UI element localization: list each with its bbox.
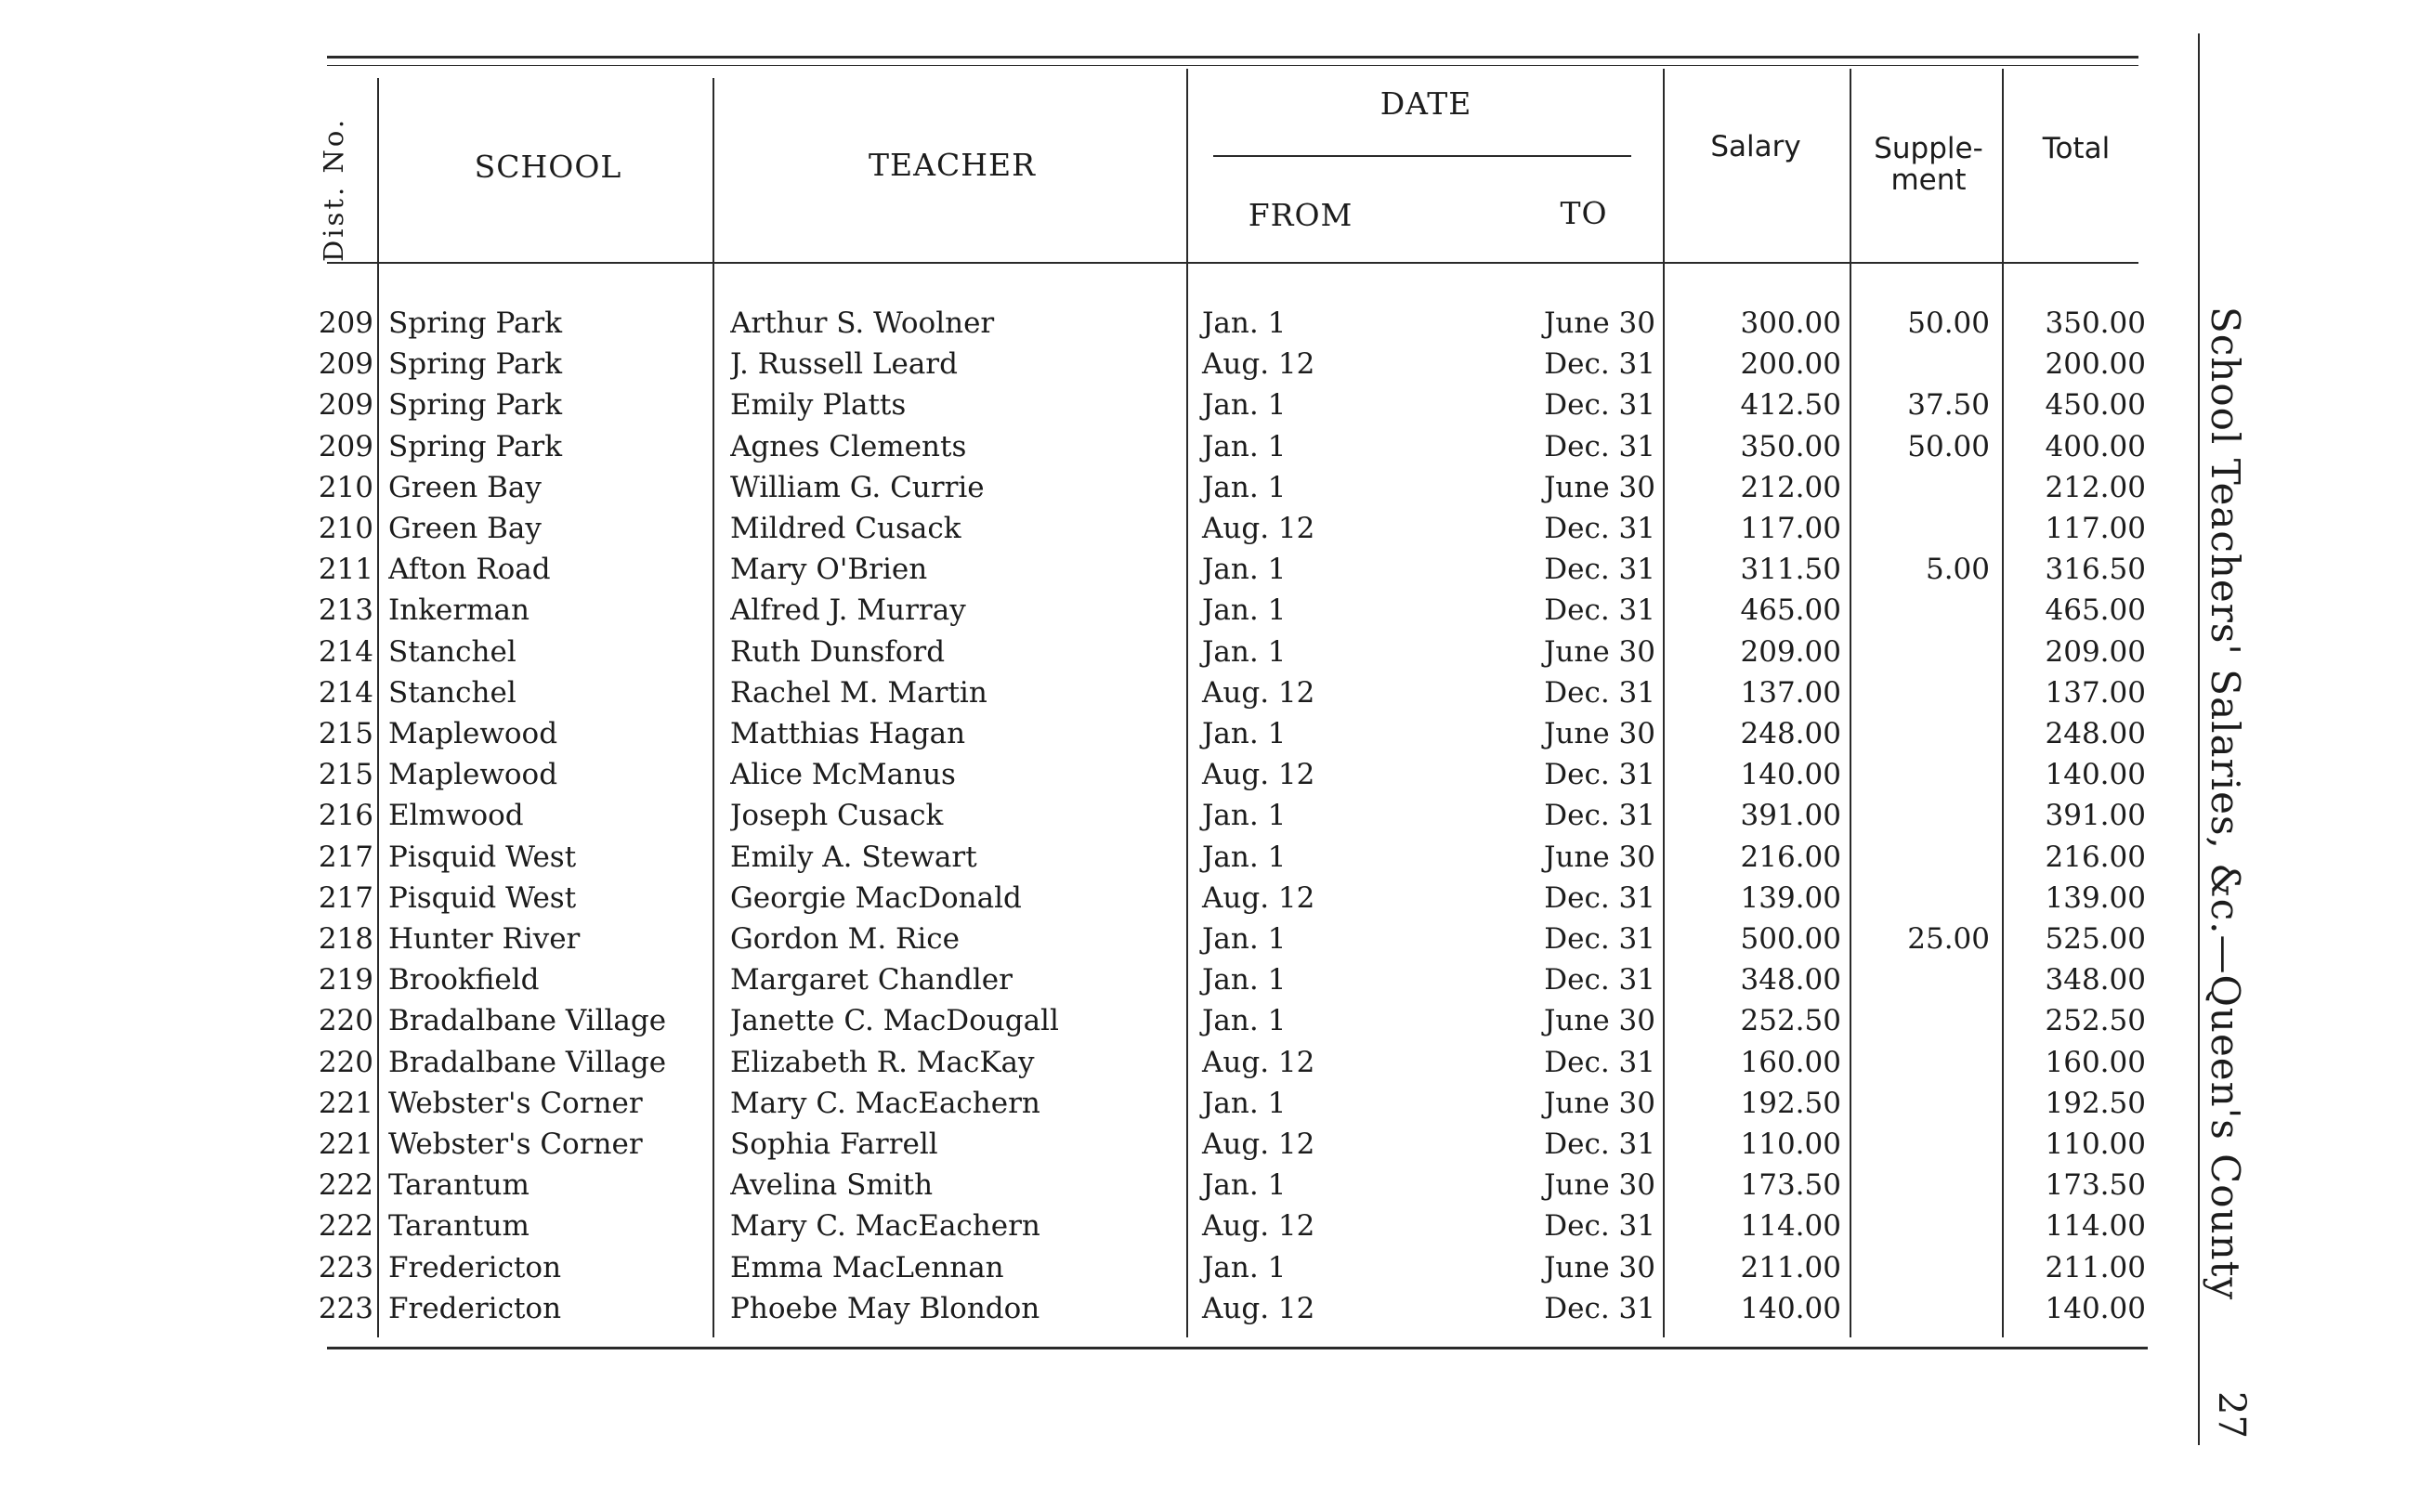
date-from-cell: Jan. 1 — [1202, 840, 1287, 874]
table-row — [0, 672, 2419, 713]
dist-no-cell: 213 — [318, 593, 373, 628]
dist-no-cell: 214 — [318, 634, 373, 669]
total-cell: 348.00 — [2045, 963, 2146, 997]
school-cell: Hunter River — [388, 922, 581, 956]
school-cell: Maplewood — [388, 717, 558, 750]
date-from-cell: Aug. 12 — [1202, 675, 1315, 710]
dist-no-cell: 209 — [318, 429, 373, 463]
dist-no-cell: 220 — [318, 1045, 373, 1079]
school-cell: Inkerman — [388, 593, 530, 628]
dist-no-cell: 214 — [318, 675, 373, 710]
salary-cell: 160.00 — [1740, 1045, 1841, 1079]
header-salary: Salary — [1710, 130, 1801, 163]
teacher-cell: Phoebe May Blondon — [730, 1291, 1040, 1325]
date-to-cell: June 30 — [1543, 470, 1655, 504]
dist-no-cell: 215 — [318, 758, 373, 792]
dist-no-cell: 219 — [318, 963, 373, 997]
table-row — [0, 344, 2419, 385]
date-to-cell: June 30 — [1543, 717, 1655, 750]
school-cell: Spring Park — [388, 347, 563, 382]
date-to-cell: Dec. 31 — [1544, 512, 1655, 545]
teacher-cell: Mary C. MacEachern — [730, 1086, 1040, 1120]
school-cell: Pisquid West — [388, 840, 577, 874]
supplement-cell: 5.00 — [1925, 553, 1990, 587]
date-to-cell: June 30 — [1543, 634, 1655, 669]
total-cell: 400.00 — [2045, 429, 2146, 463]
salary-cell: 300.00 — [1740, 306, 1841, 340]
table-row — [0, 549, 2419, 590]
table-row — [0, 713, 2419, 754]
salary-cell: 212.00 — [1740, 470, 1841, 504]
dist-no-cell: 210 — [318, 470, 373, 504]
salary-cell: 110.00 — [1740, 1127, 1841, 1161]
table-row — [0, 508, 2419, 549]
school-cell: Fredericton — [388, 1291, 562, 1325]
date-from-cell: Jan. 1 — [1202, 553, 1287, 587]
dist-no-cell: 221 — [318, 1127, 373, 1161]
teacher-cell: William G. Currie — [730, 470, 985, 504]
dist-no-cell: 209 — [318, 306, 373, 340]
date-to-cell: Dec. 31 — [1544, 347, 1655, 382]
total-cell: 192.50 — [2045, 1086, 2146, 1120]
date-to-cell: Dec. 31 — [1544, 1209, 1655, 1244]
total-cell: 160.00 — [2045, 1045, 2146, 1079]
teacher-cell: Janette C. MacDougall — [730, 1004, 1059, 1038]
header-rule — [327, 262, 2138, 264]
dist-no-cell: 209 — [318, 388, 373, 423]
teacher-cell: Elizabeth R. MacKay — [730, 1045, 1035, 1079]
school-cell: Afton Road — [388, 553, 551, 587]
table-row — [0, 1247, 2419, 1288]
total-cell: 209.00 — [2045, 634, 2146, 669]
dist-no-cell: 215 — [318, 717, 373, 750]
school-cell: Bradalbane Village — [388, 1045, 667, 1079]
total-cell: 139.00 — [2045, 880, 2146, 915]
date-to-cell: Dec. 31 — [1544, 675, 1655, 710]
date-from-cell: Jan. 1 — [1202, 1086, 1287, 1120]
date-from-cell: Aug. 12 — [1202, 1209, 1315, 1244]
school-cell: Stanchel — [388, 675, 516, 710]
date-from-cell: Aug. 12 — [1202, 1045, 1315, 1079]
total-cell: 110.00 — [2045, 1127, 2146, 1161]
date-from-cell: Jan. 1 — [1202, 1168, 1287, 1203]
total-cell: 391.00 — [2045, 799, 2146, 833]
date-from-cell: Aug. 12 — [1202, 1127, 1315, 1161]
header-supplement-line2: ment — [1890, 163, 1967, 197]
date-to-cell: Dec. 31 — [1544, 1291, 1655, 1325]
total-cell: 140.00 — [2045, 758, 2146, 792]
salary-cell: 137.00 — [1740, 675, 1841, 710]
salary-cell: 248.00 — [1740, 717, 1841, 750]
total-cell: 114.00 — [2045, 1209, 2146, 1244]
page-number: 27 — [2210, 1391, 2253, 1439]
salary-cell: 209.00 — [1740, 634, 1841, 669]
date-from-cell: Jan. 1 — [1202, 1004, 1287, 1038]
header-school: SCHOOL — [474, 149, 622, 185]
school-cell: Pisquid West — [388, 880, 577, 915]
teacher-cell: Joseph Cusack — [730, 799, 944, 833]
table-row — [0, 1083, 2419, 1124]
date-from-cell: Jan. 1 — [1202, 388, 1287, 423]
teacher-cell: Gordon M. Rice — [730, 922, 960, 956]
total-cell: 117.00 — [2045, 512, 2146, 545]
salary-cell: 173.50 — [1740, 1168, 1841, 1203]
salary-cell: 140.00 — [1740, 1291, 1841, 1325]
supplement-cell: 50.00 — [1907, 306, 1990, 340]
date-from-cell: Aug. 12 — [1202, 347, 1315, 382]
header-dist-no: Dist. No. — [318, 116, 349, 262]
date-to-cell: Dec. 31 — [1544, 799, 1655, 833]
side-title: School Teachers' Salaries, &c.—Queen's County — [2203, 306, 2248, 1301]
table-row — [0, 754, 2419, 795]
date-to-cell: Dec. 31 — [1544, 429, 1655, 463]
table-row — [0, 837, 2419, 878]
teacher-cell: Rachel M. Martin — [730, 675, 987, 710]
teacher-cell: Agnes Clements — [730, 429, 967, 463]
school-cell: Fredericton — [388, 1250, 562, 1284]
school-cell: Elmwood — [388, 799, 524, 833]
salary-cell: 200.00 — [1740, 347, 1841, 382]
school-cell: Tarantum — [388, 1168, 530, 1203]
table-row — [0, 590, 2419, 631]
date-to-cell: Dec. 31 — [1544, 1045, 1655, 1079]
date-to-cell: June 30 — [1543, 1004, 1655, 1038]
table-row — [0, 1288, 2419, 1329]
dist-no-cell: 217 — [318, 840, 373, 874]
dist-no-cell: 223 — [318, 1291, 373, 1325]
school-cell: Spring Park — [388, 306, 563, 340]
table-row — [0, 303, 2419, 344]
school-cell: Tarantum — [388, 1209, 530, 1244]
teacher-cell: Emily A. Stewart — [730, 840, 977, 874]
table-row — [0, 385, 2419, 425]
dist-no-cell: 209 — [318, 347, 373, 382]
table-row — [0, 795, 2419, 836]
date-from-cell: Jan. 1 — [1202, 306, 1287, 340]
date-from-cell: Jan. 1 — [1202, 470, 1287, 504]
total-cell: 137.00 — [2045, 675, 2146, 710]
date-to-cell: Dec. 31 — [1544, 593, 1655, 628]
table-row — [0, 1165, 2419, 1206]
dist-no-cell: 216 — [318, 799, 373, 833]
teacher-cell: Ruth Dunsford — [730, 634, 946, 669]
dist-no-cell: 221 — [318, 1086, 373, 1120]
teacher-cell: Avelina Smith — [730, 1168, 934, 1203]
date-to-cell: Dec. 31 — [1544, 758, 1655, 792]
date-to-cell: June 30 — [1543, 1250, 1655, 1284]
header-total: Total — [2042, 132, 2111, 165]
teacher-cell: Mildred Cusack — [730, 512, 961, 545]
school-cell: Brookfield — [388, 963, 540, 997]
total-cell: 200.00 — [2045, 347, 2146, 382]
teacher-cell: Emma MacLennan — [730, 1250, 1004, 1284]
school-cell: Green Bay — [388, 470, 542, 504]
date-from-cell: Aug. 12 — [1202, 880, 1315, 915]
total-cell: 212.00 — [2045, 470, 2146, 504]
date-to-cell: Dec. 31 — [1544, 1127, 1655, 1161]
teacher-cell: Margaret Chandler — [730, 963, 1013, 997]
top-rule-inner — [327, 65, 2138, 66]
table-row — [0, 1124, 2419, 1165]
total-cell: 465.00 — [2045, 593, 2146, 628]
dist-no-cell: 211 — [318, 553, 373, 587]
header-to: TO — [1560, 195, 1608, 231]
date-from-cell: Jan. 1 — [1202, 593, 1287, 628]
school-cell: Spring Park — [388, 429, 563, 463]
date-to-cell: June 30 — [1543, 1168, 1655, 1203]
school-cell: Stanchel — [388, 634, 516, 669]
date-to-cell: Dec. 31 — [1544, 922, 1655, 956]
school-cell: Bradalbane Village — [388, 1004, 667, 1038]
teacher-cell: Alfred J. Murray — [730, 593, 966, 628]
supplement-cell: 37.50 — [1907, 388, 1990, 423]
total-cell: 252.50 — [2045, 1004, 2146, 1038]
teacher-cell: Alice McManus — [730, 758, 956, 792]
table-row — [0, 959, 2419, 1000]
date-to-cell: Dec. 31 — [1544, 553, 1655, 587]
date-from-cell: Aug. 12 — [1202, 512, 1315, 545]
salary-cell: 465.00 — [1740, 593, 1841, 628]
salary-cell: 216.00 — [1740, 840, 1841, 874]
bottom-rule — [327, 1347, 2148, 1349]
date-from-cell: Jan. 1 — [1202, 963, 1287, 997]
dist-no-cell: 217 — [318, 880, 373, 915]
school-cell: Green Bay — [388, 512, 542, 545]
salary-cell: 350.00 — [1740, 429, 1841, 463]
salary-cell: 500.00 — [1740, 922, 1841, 956]
table-row — [0, 1042, 2419, 1083]
total-cell: 248.00 — [2045, 717, 2146, 750]
total-cell: 450.00 — [2045, 388, 2146, 423]
dist-no-cell: 220 — [318, 1004, 373, 1038]
school-cell: Maplewood — [388, 758, 558, 792]
teacher-cell: Emily Platts — [730, 388, 907, 423]
table-row — [0, 632, 2419, 672]
total-cell: 211.00 — [2045, 1250, 2146, 1284]
supplement-cell: 25.00 — [1907, 922, 1990, 956]
total-cell: 316.50 — [2045, 553, 2146, 587]
date-to-cell: Dec. 31 — [1544, 963, 1655, 997]
date-from-cell: Jan. 1 — [1202, 429, 1287, 463]
salary-cell: 252.50 — [1740, 1004, 1841, 1038]
salary-cell: 140.00 — [1740, 758, 1841, 792]
total-cell: 173.50 — [2045, 1168, 2146, 1203]
teacher-cell: Sophia Farrell — [730, 1127, 938, 1161]
total-cell: 525.00 — [2045, 922, 2146, 956]
salary-cell: 114.00 — [1740, 1209, 1841, 1244]
total-cell: 140.00 — [2045, 1291, 2146, 1325]
header-from: FROM — [1248, 197, 1353, 233]
header-date: DATE — [1379, 85, 1472, 122]
table-row — [0, 426, 2419, 467]
dist-no-cell: 210 — [318, 512, 373, 545]
top-rule — [327, 56, 2138, 59]
teacher-cell: Mary C. MacEachern — [730, 1209, 1040, 1244]
header-supplement-line1: Supple- — [1874, 132, 1983, 165]
teacher-cell: Mary O'Brien — [730, 553, 928, 587]
salary-cell: 391.00 — [1740, 799, 1841, 833]
date-to-cell: Dec. 31 — [1544, 388, 1655, 423]
date-from-cell: Aug. 12 — [1202, 1291, 1315, 1325]
table-row — [0, 1206, 2419, 1246]
school-cell: Webster's Corner — [388, 1127, 643, 1161]
date-to-cell: Dec. 31 — [1544, 880, 1655, 915]
date-from-cell: Jan. 1 — [1202, 799, 1287, 833]
date-from-cell: Jan. 1 — [1202, 1250, 1287, 1284]
dist-no-cell: 222 — [318, 1209, 373, 1244]
table-row — [0, 878, 2419, 919]
salary-cell: 311.50 — [1740, 553, 1841, 587]
teacher-cell: J. Russell Leard — [730, 347, 958, 382]
salary-cell: 348.00 — [1740, 963, 1841, 997]
teacher-cell: Arthur S. Woolner — [730, 306, 995, 340]
total-cell: 350.00 — [2045, 306, 2146, 340]
date-from-cell: Jan. 1 — [1202, 717, 1287, 750]
date-to-cell: June 30 — [1543, 840, 1655, 874]
dist-no-cell: 218 — [318, 922, 373, 956]
dist-no-cell: 222 — [318, 1168, 373, 1203]
supplement-cell: 50.00 — [1907, 429, 1990, 463]
salary-cell: 192.50 — [1740, 1086, 1841, 1120]
salary-cell: 412.50 — [1740, 388, 1841, 423]
salary-cell: 211.00 — [1740, 1250, 1841, 1284]
salary-cell: 139.00 — [1740, 880, 1841, 915]
header-teacher: TEACHER — [869, 147, 1036, 183]
date-to-cell: June 30 — [1543, 1086, 1655, 1120]
total-cell: 216.00 — [2045, 840, 2146, 874]
teacher-cell: Matthias Hagan — [730, 717, 966, 750]
date-to-cell: June 30 — [1543, 306, 1655, 340]
table-row — [0, 1000, 2419, 1041]
school-cell: Spring Park — [388, 388, 563, 423]
salary-cell: 117.00 — [1740, 512, 1841, 545]
date-subrule — [1213, 155, 1631, 157]
date-from-cell: Aug. 12 — [1202, 758, 1315, 792]
table-row — [0, 467, 2419, 508]
table-row — [0, 919, 2419, 959]
school-cell: Webster's Corner — [388, 1086, 643, 1120]
date-from-cell: Jan. 1 — [1202, 634, 1287, 669]
dist-no-cell: 223 — [318, 1250, 373, 1284]
date-from-cell: Jan. 1 — [1202, 922, 1287, 956]
teacher-cell: Georgie MacDonald — [730, 880, 1022, 915]
